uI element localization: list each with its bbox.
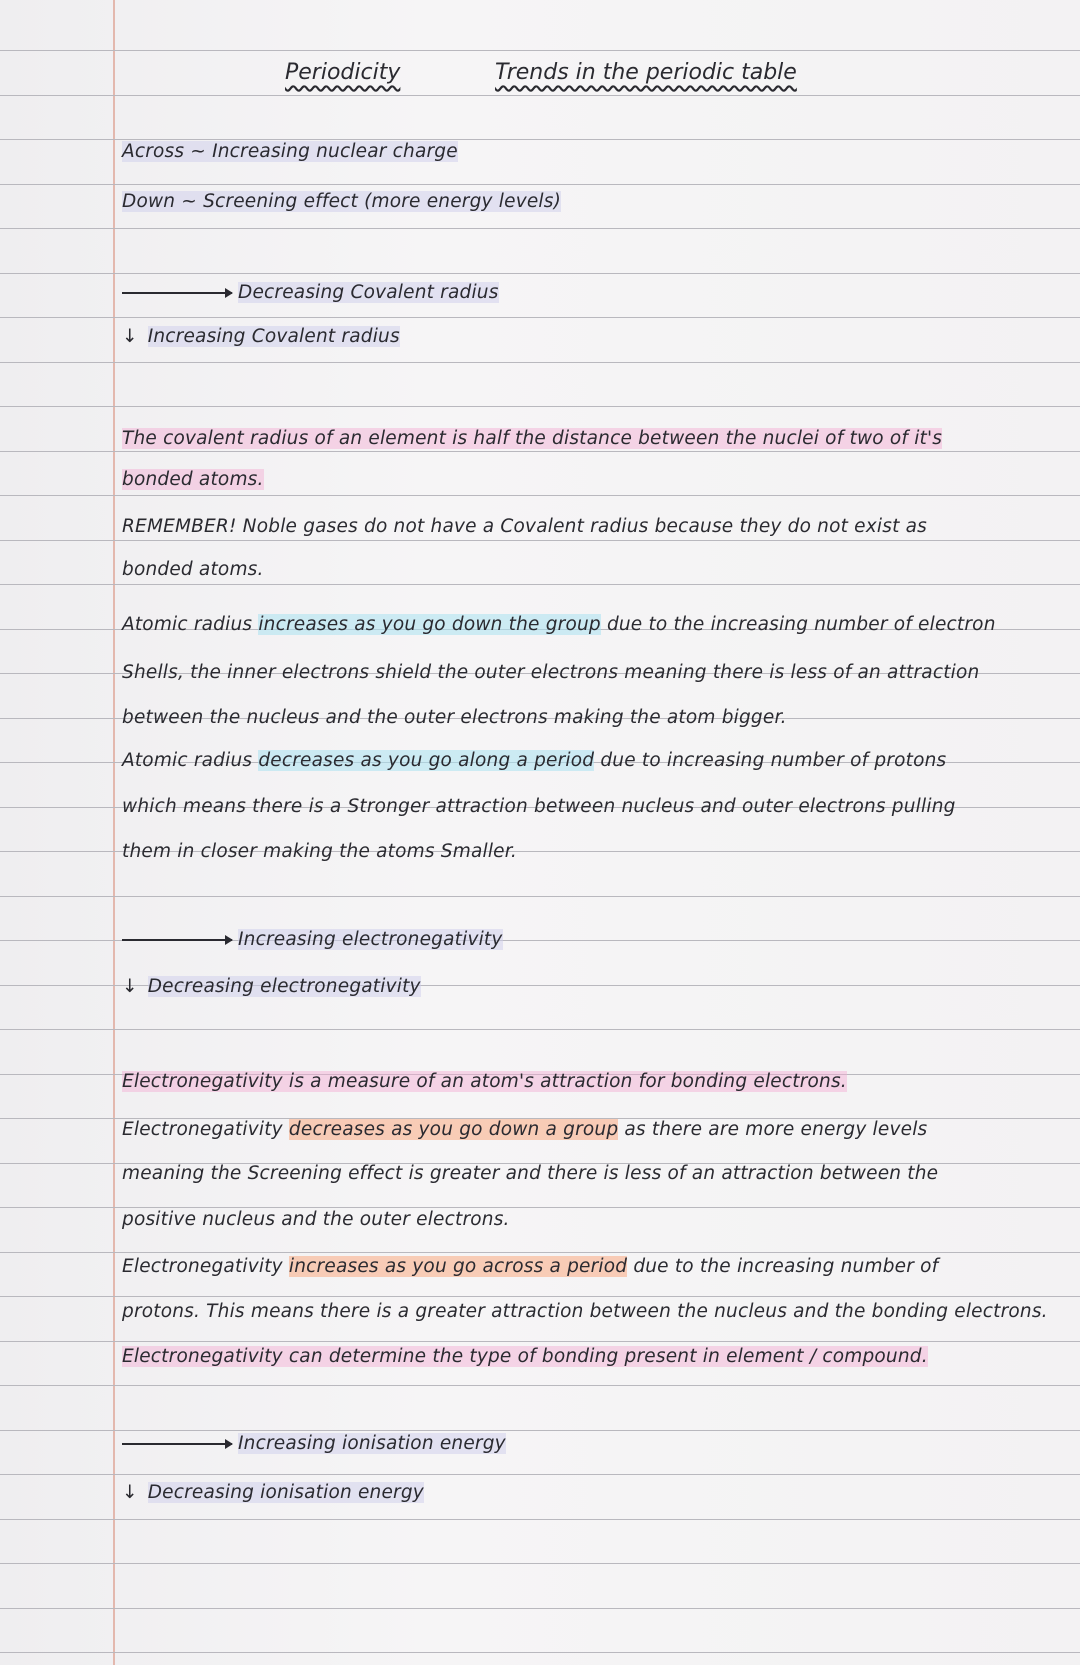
note-text: Atomic radius <box>122 750 259 771</box>
ruled-line <box>0 50 1080 51</box>
ruled-line <box>0 495 1080 496</box>
note-text: as there are more energy levels <box>618 1119 928 1140</box>
note-text: due to increasing number of protons <box>594 750 947 771</box>
right-arrow-icon <box>122 939 232 941</box>
ruled-line <box>0 540 1080 541</box>
note-line <box>122 796 956 817</box>
highlighted-text: Across ~ Increasing nuclear charge <box>122 141 458 162</box>
highlighted-text: Increasing electronegativity <box>238 929 503 950</box>
note-line <box>122 469 264 490</box>
note-text: protons. This means there is a greater attraction between the nucleus and the bonding electrons. <box>122 1301 1048 1322</box>
note-text: Electronegativity <box>122 1256 289 1277</box>
highlighted-text: Decreasing ionisation energy <box>147 1482 424 1503</box>
note-text: REMEMBER! Noble gases do not have a Covalent radius because they do not exist as <box>122 516 927 537</box>
note-line <box>122 1346 928 1367</box>
note-line <box>122 1482 424 1503</box>
ruled-line <box>0 896 1080 897</box>
note-line <box>122 929 503 950</box>
ruled-line <box>0 1430 1080 1431</box>
ruled-line <box>0 184 1080 185</box>
note-line <box>122 1301 1048 1322</box>
ruled-line <box>0 228 1080 229</box>
note-line <box>122 326 400 347</box>
ruled-line <box>0 1519 1080 1520</box>
note-line <box>122 976 421 997</box>
note-line <box>122 428 942 449</box>
note-line <box>122 1163 938 1184</box>
ruled-line <box>0 1652 1080 1653</box>
ruled-line <box>0 1207 1080 1208</box>
title-periodicity: Periodicity <box>285 60 401 85</box>
highlighted-text: Down ~ Screening effect (more energy levels) <box>122 191 562 212</box>
note-line <box>122 1071 847 1092</box>
title-trends: Trends in the periodic table <box>495 60 797 85</box>
highlighted-text: Increasing Covalent radius <box>147 326 400 347</box>
note-line <box>122 841 517 862</box>
right-arrow-icon <box>122 1443 232 1445</box>
note-line <box>122 750 946 771</box>
note-line <box>122 707 787 728</box>
highlighted-text: Increasing ionisation energy <box>238 1433 506 1454</box>
note-line <box>122 282 499 303</box>
note-line <box>122 1209 510 1230</box>
highlighted-text: bonded atoms. <box>122 469 264 490</box>
note-line <box>122 141 458 162</box>
ruled-line <box>0 451 1080 452</box>
note-text: due to the increasing number of <box>627 1256 939 1277</box>
highlighted-text: The covalent radius of an element is half the distance between the nuclei of two of it's <box>122 428 943 449</box>
ruled-line <box>0 139 1080 140</box>
ruled-line <box>0 1296 1080 1297</box>
note-text: which means there is a Stronger attraction between nucleus and outer electrons pulling <box>122 796 956 817</box>
note-line <box>122 1256 938 1277</box>
highlighted-text: Decreasing electronegativity <box>147 976 421 997</box>
margin-line <box>113 0 115 1665</box>
note-text: positive nucleus and the outer electrons. <box>122 1209 510 1230</box>
note-text: meaning the Screening effect is greater and there is less of an attraction between the <box>122 1163 939 1184</box>
ruled-line <box>0 1029 1080 1030</box>
ruled-line <box>0 1252 1080 1253</box>
highlighted-text: Electronegativity is a measure of an atom's attraction for bonding electrons. <box>122 1071 847 1092</box>
highlighted-text: increases as you go across a period <box>288 1256 628 1277</box>
note-text: Atomic radius <box>122 614 259 635</box>
highlighted-text: increases as you go down the group <box>258 614 601 635</box>
highlighted-text: Electronegativity can determine the type of bonding present in element / compound. <box>122 1346 928 1367</box>
right-arrow-icon <box>122 292 232 294</box>
note-line <box>122 1433 506 1454</box>
ruled-line <box>0 1385 1080 1386</box>
ruled-line <box>0 95 1080 96</box>
note-line <box>122 1119 927 1140</box>
note-text: Shells, the inner electrons shield the outer electrons meaning there is less of an attraction <box>122 662 980 683</box>
ruled-line <box>0 1474 1080 1475</box>
note-line <box>122 662 979 683</box>
note-line <box>122 191 561 212</box>
ruled-line <box>0 1608 1080 1609</box>
ruled-line <box>0 406 1080 407</box>
ruled-line <box>0 362 1080 363</box>
note-text: due to the increasing number of electron <box>600 614 996 635</box>
note-line <box>122 614 996 635</box>
down-arrow-icon: ↓ <box>122 326 138 347</box>
note-line <box>122 516 927 537</box>
note-text: bonded atoms. <box>122 559 264 580</box>
ruled-line <box>0 584 1080 585</box>
note-text: between the nucleus and the outer electrons making the atom bigger. <box>122 707 787 728</box>
highlighted-text: Decreasing Covalent radius <box>238 282 499 303</box>
ruled-line <box>0 1341 1080 1342</box>
ruled-line <box>0 273 1080 274</box>
down-arrow-icon: ↓ <box>122 1482 138 1503</box>
highlighted-text: decreases as you go down a group <box>288 1119 619 1140</box>
highlighted-text: decreases as you go along a period <box>258 750 595 771</box>
ruled-line <box>0 317 1080 318</box>
down-arrow-icon: ↓ <box>122 976 138 997</box>
note-line <box>122 559 264 580</box>
note-text: them in closer making the atoms Smaller. <box>122 841 517 862</box>
note-text: Electronegativity <box>122 1119 289 1140</box>
ruled-line <box>0 1563 1080 1564</box>
